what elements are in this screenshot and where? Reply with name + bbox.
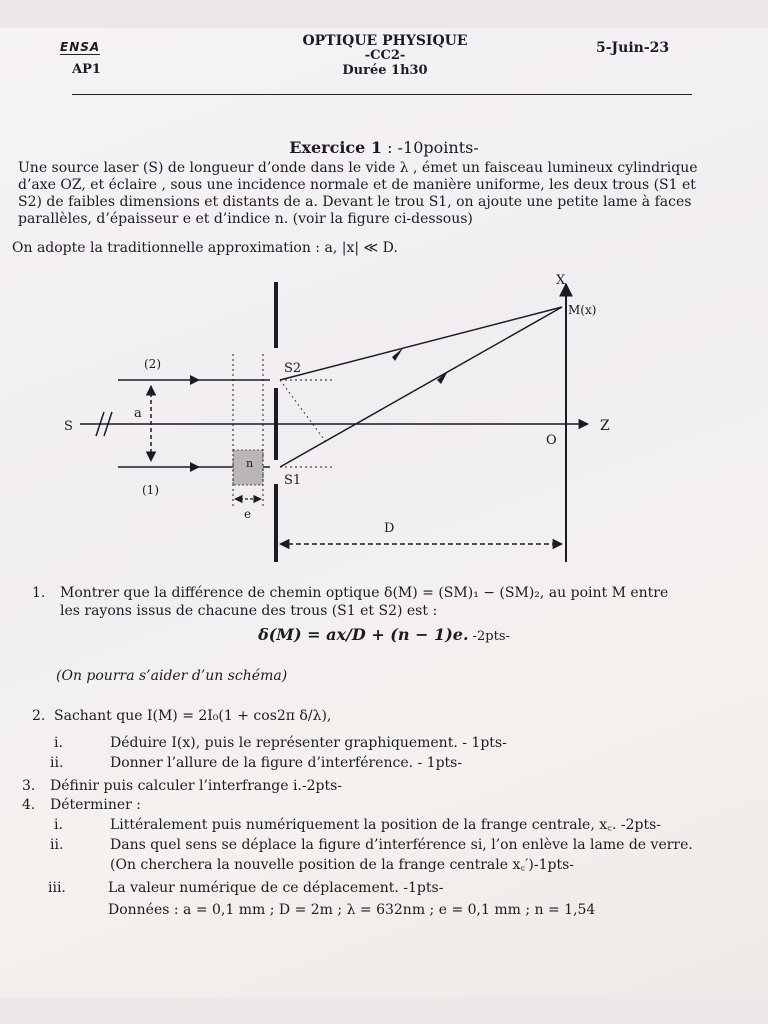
q2-ii-number: ii.: [50, 755, 64, 771]
q3-text: Définir puis calculer l’interfrange i.-2pts-: [50, 778, 343, 794]
label-e: e: [244, 507, 252, 521]
ray-s1-to-m: [280, 307, 562, 467]
q1-number: 1.: [32, 585, 46, 601]
q1-line1: Montrer que la différence de chemin optique δ(M) = (SM)₁ − (SM)₂, au point M entre: [60, 585, 669, 601]
q2-text: Sachant que I(M) = 2I₀(1 + cos2π δ/λ),: [54, 708, 332, 724]
school-logo: ENSA: [60, 40, 101, 54]
class-label: AP1: [72, 62, 101, 77]
q1-formula-line: [0, 625, 768, 644]
label-ray-2: (2): [144, 357, 161, 371]
label-s2: S2: [284, 361, 302, 376]
q4-text: Déterminer :: [50, 797, 142, 813]
exam-subtitle: -CC2-: [364, 48, 406, 63]
label-a: a: [134, 406, 142, 421]
young-slits-figure: [0, 262, 768, 572]
exercise-title: Exercice 1: [289, 138, 383, 157]
label-z: Z: [600, 418, 610, 434]
label-d: D: [384, 521, 395, 536]
q4-iii-number: iii.: [48, 880, 66, 896]
intro-line: Une source laser (S) de longueur d’onde dans le vide λ , émet un faisceau lumineux cylindrique: [18, 160, 698, 176]
label-n: n: [246, 457, 254, 470]
q1-formula: δ(M) = ax/D + (n − 1)e.: [258, 625, 469, 644]
exercise-points: : -10points-: [382, 138, 479, 157]
ray-1-arrow: [190, 462, 200, 472]
q2-number: 2.: [32, 708, 46, 724]
approximation-text: On adopte la traditionnelle approximation : a, |x| ≪ D.: [12, 240, 398, 256]
intro-line: S2) de faibles dimensions et distants de a. Devant le trou S1, on ajoute une petite lame à faces: [18, 194, 692, 210]
label-m: M(x): [568, 303, 597, 317]
q2-i-text: Déduire I(x), puis le représenter graphiquement. - 1pts-: [110, 735, 507, 751]
intro-line: parallèles, d’épaisseur e et d’indice n. (voir la figure ci-dessous): [18, 211, 473, 227]
q2-i-number: i.: [54, 735, 63, 751]
q1-line2: les rayons issus de chacune des trous (S1 et S2) est :: [60, 603, 438, 619]
label-s1: S1: [284, 473, 302, 488]
ray-2-arrow: [190, 375, 200, 385]
header-rule: [72, 94, 692, 95]
exam-duration: Durée 1h30: [342, 63, 428, 78]
path-difference-construction: [280, 380, 326, 442]
q4-number: 4.: [22, 797, 36, 813]
exam-title: OPTIQUE PHYSIQUE: [302, 33, 468, 49]
label-s: S: [64, 419, 73, 434]
q4-i-text: Littéralement puis numériquement la position de la frange centrale, x꜀. -2pts-: [110, 817, 662, 833]
exam-date: 5-Juin-23: [596, 40, 670, 56]
q1-points: -2pts-: [468, 629, 510, 644]
q4-ii-number: ii.: [50, 837, 64, 853]
ray-s2-to-m: [280, 307, 562, 380]
exercise-intro: [18, 160, 758, 228]
label-ray-1: (1): [142, 483, 159, 497]
q4-ii-hint: (On cherchera la nouvelle position de la frange centrale x꜀′)-1pts-: [110, 857, 574, 873]
label-x: X: [556, 273, 566, 288]
q4-iii-text: La valeur numérique de ce déplacement. -1pts-: [108, 880, 444, 896]
q4-i-number: i.: [54, 817, 63, 833]
data-values: Données : a = 0,1 mm ; D = 2m ; λ = 632nm ; e = 0,1 mm ; n = 1,54: [108, 902, 596, 918]
q3-number: 3.: [22, 778, 36, 794]
exercise-heading: [0, 138, 768, 157]
q1-hint: (On pourra s’aider d’un schéma): [56, 668, 288, 684]
q4-ii-text: Dans quel sens se déplace la figure d’interférence si, l’on enlève la lame de verre.: [110, 837, 693, 853]
label-o: O: [546, 433, 557, 448]
intro-line: d’axe OZ, et éclaire , sous une incidence normale et de manière uniforme, les deux trous (S1 et: [18, 177, 696, 193]
q2-ii-text: Donner l’allure de la figure d’interférence. - 1pts-: [110, 755, 463, 771]
